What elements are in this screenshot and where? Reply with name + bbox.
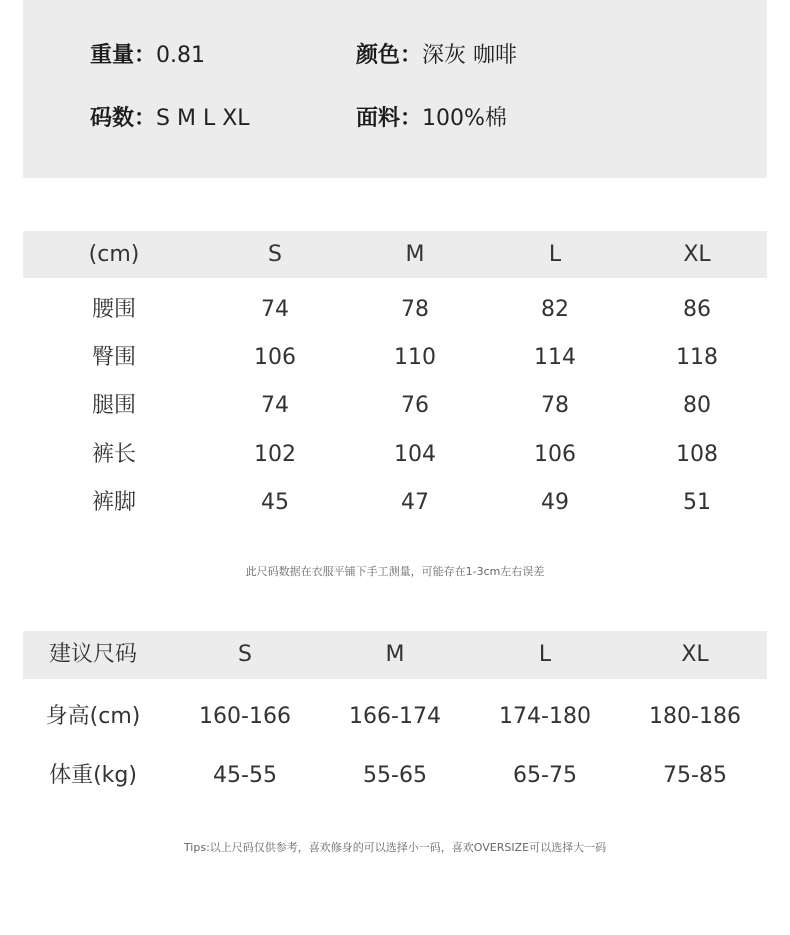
table-cell: 49 — [541, 489, 569, 515]
table-cell: 110 — [394, 345, 436, 371]
header-cell: S — [268, 242, 282, 267]
table-cell: 51 — [683, 489, 711, 515]
measurement-note: 此尺码数据在衣服平铺下手工测量，可能存在1-3cm左右误差 — [245, 565, 545, 578]
row-label: 体重(kg) — [49, 763, 137, 788]
weight-value: 0.81 — [156, 43, 205, 68]
table-row — [23, 334, 767, 382]
table-cell: 74 — [261, 393, 289, 419]
row-label: 腿围 — [91, 393, 137, 419]
header-cell: 建议尺码 — [48, 642, 138, 667]
recommendation-table-header — [23, 631, 767, 679]
product-info-panel — [23, 0, 767, 178]
table-cell: 174-180 — [499, 704, 591, 729]
table-row — [23, 431, 767, 479]
table-cell: 86 — [683, 297, 711, 322]
table-cell: 75-85 — [663, 763, 727, 788]
table-cell: 65-75 — [513, 763, 577, 788]
table-cell: 104 — [394, 441, 436, 467]
table-cell: 74 — [261, 297, 289, 322]
table-cell: 82 — [541, 297, 569, 322]
row-label: 身高(cm) — [45, 704, 141, 729]
row-label: 裤脚 — [91, 489, 137, 515]
table-cell: 55-65 — [363, 763, 427, 788]
table-cell: 47 — [401, 489, 429, 515]
color-info — [356, 41, 517, 71]
color-value: 深灰 咖啡 — [422, 43, 518, 68]
header-cell: L — [538, 642, 552, 667]
fabric-value: 100%棉 — [422, 106, 507, 131]
sizes-label: 码数： — [90, 106, 157, 131]
table-cell: 76 — [401, 393, 429, 419]
table-cell: 106 — [254, 345, 296, 371]
table-row — [23, 747, 767, 806]
table-cell: 78 — [401, 297, 429, 322]
table-cell: 118 — [676, 345, 718, 371]
header-cell: M — [405, 242, 425, 267]
color-label: 颜色： — [356, 43, 423, 68]
sizes-value: S M L XL — [156, 106, 250, 131]
table-cell: 114 — [534, 345, 576, 371]
fabric-label: 面料： — [356, 106, 423, 131]
table-cell: 108 — [676, 441, 718, 467]
recommendation-table — [23, 631, 767, 806]
header-cell: XL — [681, 642, 709, 667]
measurement-table-header — [23, 231, 767, 278]
fabric-info — [356, 104, 507, 134]
weight-label: 重量： — [90, 43, 157, 68]
measurement-table — [23, 231, 767, 527]
sizes-info — [90, 104, 250, 134]
row-label: 裤长 — [91, 441, 137, 467]
header-cell: (cm) — [88, 242, 140, 267]
table-cell: 102 — [254, 441, 296, 467]
size-tips: Tips:以上尺码仅供参考，喜欢修身的可以选择小一码，喜欢OVERSIZE可以选择大一码 — [183, 841, 607, 854]
weight-info — [90, 41, 205, 71]
table-row — [23, 479, 767, 527]
table-cell: 45 — [261, 489, 289, 515]
table-cell: 180-186 — [649, 704, 741, 729]
header-cell: XL — [683, 242, 711, 267]
table-cell: 160-166 — [199, 704, 291, 729]
row-label: 臀围 — [91, 345, 137, 371]
table-cell: 166-174 — [349, 704, 441, 729]
table-row — [23, 286, 767, 334]
table-cell: 106 — [534, 441, 576, 467]
table-row — [23, 688, 767, 747]
header-cell: L — [548, 242, 562, 267]
header-cell: S — [238, 642, 252, 667]
table-cell: 80 — [683, 393, 711, 419]
table-cell: 78 — [541, 393, 569, 419]
table-row — [23, 382, 767, 430]
table-cell: 45-55 — [213, 763, 277, 788]
header-cell: M — [385, 642, 405, 667]
row-label: 腰围 — [91, 297, 137, 322]
